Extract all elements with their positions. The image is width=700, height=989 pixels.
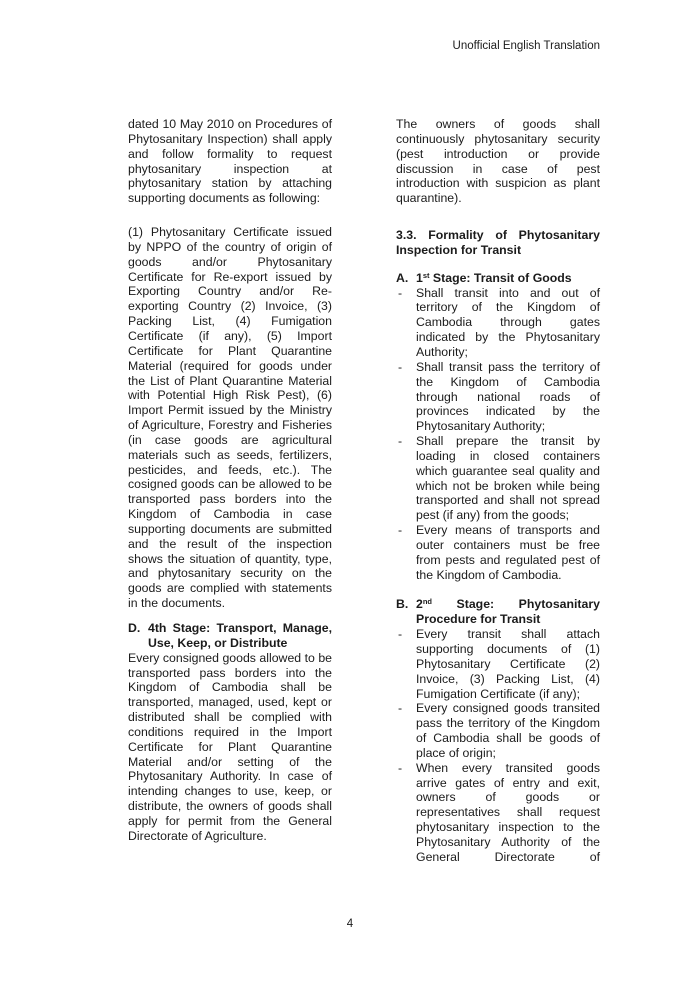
paragraph-intro: dated 10 May 2010 on Procedures of Phytosanitary Inspection) shall apply and follow formality to request phytosanitary inspection at phytosanitary station by attaching supporting documents as following: [128, 117, 332, 206]
bullet-text: Every means of transports and outer containers must be free from pests and regulated pest of the Kingdom of Cambodia. [416, 523, 600, 582]
bullet-item [396, 286, 600, 360]
bullet-text: Every consigned goods transited pass the territory of the Kingdom of Cambodia shall be goods of place of origin; [416, 701, 600, 760]
heading-text: 1 [416, 270, 423, 285]
header-note: Unofficial English Translation [452, 40, 600, 52]
dash-marker: - [398, 760, 403, 775]
bullet-item [396, 434, 600, 523]
bullet-item [396, 761, 600, 865]
right-column [396, 117, 600, 865]
section-heading-d-4th-stage [128, 621, 332, 651]
paragraph-supporting-documents: (1) Phytosanitary Certificate issued by NPPO of the country of origin of goods and/or Phytosanitary Certificate for Re-export issued by Exporting Country and/or Re-exporting Country (2) Invoice, (3) Packing List, (4) Fumigation Certificate (if any), (5) Import Certificate for Plant Quarantine Material (required for goods under the List of Plant Quarantine Material with Potential High Risk Pest), (6) Import Permit issued by the Ministry of Agriculture, Forestry and Fisheries (in case goods are agricultural materials such as seeds, fertilizers, pesticides, and feeds, etc.). The cosigned goods can be allowed to be transported pass borders into the Kingdom of Cambodia in case supporting documents are submitted and the result of the inspection shows the situation of quantity, type, and phytosanitary security on the goods are complied with statements in the documents. [128, 225, 332, 611]
bullet-text: Shall transit into and out of territory of the Kingdom of Cambodia through gates indicated by the Phytosanitary Authority; [416, 285, 600, 359]
section-heading-3-3: 3.3. Formality of Phytosanitary Inspection for Transit [396, 228, 600, 257]
heading-letter: A. [396, 270, 409, 285]
ordinal-suffix: nd [422, 597, 433, 607]
dash-marker: - [398, 359, 403, 374]
bullet-item [396, 627, 600, 701]
bullet-item [396, 701, 600, 760]
two-column-body [128, 117, 600, 865]
ordinal-suffix: st [422, 270, 430, 280]
bullet-item [396, 360, 600, 434]
bullet-text: Shall transit pass the territory of the Kingdom of Cambodia through national roads of provinces indicated by the Phytosanitary Authority; [416, 359, 600, 434]
heading-text: 4th Stage: Transport, Manage, Use, Keep, or Distribute [148, 621, 332, 650]
dash-marker: - [398, 701, 403, 716]
paragraph-4th-stage: Every consigned goods allowed to be transported pass borders into the Kingdom of Cambodia shall be transported, managed, used, kept or distributed shall be complied with conditions required in the Import Certificate for Plant Quarantine Material and/or setting of the Phytosanitary Authority. In case of intending changes to use, keep, or distribute, the owners of goods shall apply for permit from the General Directorate of Agriculture. [128, 650, 332, 843]
dash-marker: - [398, 523, 403, 538]
bullet-list-procedure-for-transit [396, 627, 600, 865]
bullet-text: When every transited goods arrive gates of entry and exit, owners of goods or representatives shall request phytosanitary inspection to the Phytosanitary Authority of the General Directorate of [416, 760, 600, 864]
page-number: 4 [346, 918, 354, 930]
section-heading-a-1st-stage [396, 271, 600, 286]
bullet-text: Every transit shall attach supporting documents of (1) Phytosanitary Certificate (2) Invoice, (3) Packing List, (4) Fumigation Certificate (if any); [416, 627, 600, 701]
bullet-item [396, 523, 600, 582]
heading-letter: D. [128, 621, 141, 635]
section-heading-b-2nd-stage [396, 597, 600, 627]
left-column [128, 117, 332, 865]
dash-marker: - [398, 627, 403, 642]
heading-letter: B. [396, 597, 409, 612]
paragraph-owners-of-goods: The owners of goods shall continuously phytosanitary security (pest introduction or provide discussion in case of pest introduction with suspicion as plant quarantine). [396, 117, 600, 206]
bullet-text: Shall prepare the transit by loading in closed containers which guarantee seal quality and which not be broken while being transported and shall not spread pest (if any) from the goods; [416, 434, 600, 523]
heading-text: Stage: Phytosanitary Procedure for Transit [416, 597, 600, 627]
dash-marker: - [398, 434, 403, 449]
heading-text: 2 [416, 597, 423, 612]
bullet-list-transit-of-goods [396, 286, 600, 583]
heading-text: Stage: Transit of Goods [429, 270, 572, 285]
dash-marker: - [398, 285, 403, 300]
